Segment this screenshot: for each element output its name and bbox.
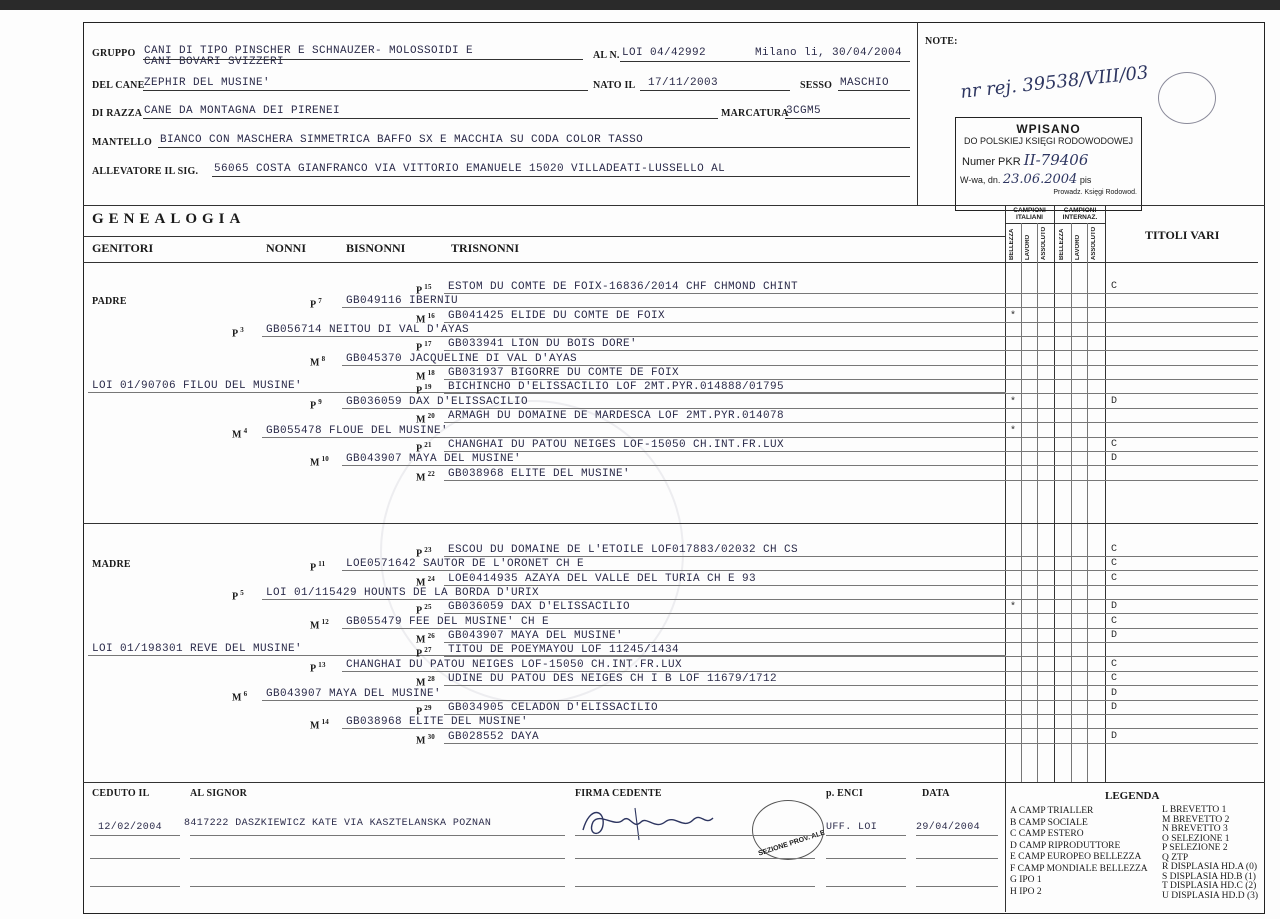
- breeder-value: 56065 COSTA GIANFRANCO VIA VITTORIO EMANUELE 15020 VILLADEATI-LUSSELLO AL: [214, 163, 726, 175]
- gruppo-value: CANI DI TIPO PINSCHER E SCHNAUZER- MOLOSSOIDI E: [144, 45, 474, 57]
- stamp-line2: DO POLSKIEJ KSIĘGI RODOWODOWEJ: [963, 136, 1134, 146]
- legenda-right: [1162, 806, 1258, 901]
- subcol-4: LAVORO: [1075, 234, 1081, 260]
- row-tag: M $^{14}$: [310, 718, 329, 732]
- row-tag: P $^9$: [310, 397, 322, 412]
- row-tag: P $^{13}$: [310, 660, 326, 675]
- row-rule: [342, 408, 1258, 409]
- legend-item: R DISPLASIA HD.A (0): [1162, 862, 1258, 872]
- genealogia-title: GENEALOGIA: [92, 211, 246, 227]
- stamp-numer-label: Numer PKR: [962, 156, 1021, 168]
- row-rule: [342, 365, 1258, 366]
- row-rule: [444, 451, 1258, 452]
- row-tag: P $^7$: [310, 297, 322, 311]
- titoli-mark: D: [1111, 687, 1118, 699]
- p-enci-label: p. ENCI: [826, 788, 863, 799]
- stamp-date-value: 23.06.2004: [1002, 172, 1078, 187]
- row-rule: [444, 642, 1258, 643]
- titoli-mark: D: [1111, 630, 1118, 642]
- titoli-mark: D: [1111, 601, 1118, 613]
- campione-mark: *: [1010, 425, 1017, 437]
- birth-date: 17/11/2003: [648, 77, 719, 89]
- row-tag: M $^{16}$: [416, 311, 435, 326]
- ancestor-entry: ESCOU DU DOMAINE DE L'ETOILE LOF017883/02032 CH CS: [448, 544, 799, 556]
- ancestor-entry: CHANGHAI DU PATOU NEIGES LOF-15050 CH.INT.FR.LUX: [346, 658, 683, 671]
- madre-label: MADRE: [92, 559, 131, 570]
- place-date: Milano li, 30/04/2004: [755, 47, 903, 59]
- titoli-mark: C: [1111, 658, 1118, 670]
- subcol-5: ASSOLUTO: [1091, 226, 1097, 260]
- row-tag: M $^4$: [232, 426, 248, 440]
- note-divider: [917, 22, 918, 205]
- row-tag: M $^{18}$: [416, 369, 435, 383]
- ancestor-entry: ESTOM DU COMTE DE FOIX-16836/2014 CHF CHMOND CHINT: [448, 281, 799, 293]
- row-rule: [342, 671, 1258, 672]
- legend-item: U DISPLASIA HD.D (3): [1162, 890, 1259, 901]
- signature-icon: [575, 800, 735, 845]
- row-rule: [444, 322, 1258, 323]
- ancestor-entry: GB036059 DAX D'ELISSACILIO: [346, 395, 529, 408]
- titoli-mark: C: [1111, 572, 1118, 584]
- legend-item: A CAMP TRIALLER: [1010, 806, 1094, 816]
- campione-mark: *: [1010, 602, 1017, 614]
- col-titoli: TITOLI VARI: [1145, 228, 1220, 242]
- legend-item: L BREVETTO 1: [1162, 805, 1227, 815]
- ancestor-entry: GB049116 IBERNIU: [346, 295, 459, 308]
- p-enci-value: UFF. LOI: [826, 822, 878, 833]
- row-rule: [342, 628, 1258, 629]
- al-n-label: AL N.: [593, 50, 620, 61]
- row-rule: [342, 465, 1258, 466]
- row-tag: P $^{11}$: [310, 560, 326, 574]
- row-tag: P $^{15}$: [416, 283, 432, 297]
- al-n-value: LOI 04/42992: [622, 47, 707, 59]
- row-tag: P $^5$: [232, 589, 244, 603]
- campioni-internaz: CAMPIONI INTERNAZ.: [1062, 207, 1098, 221]
- pkr-registration-stamp: [955, 117, 1142, 211]
- titoli-mark: D: [1111, 395, 1118, 407]
- note-handwritten: nr rej. 39538/VIII/03: [959, 62, 1150, 103]
- titoli-mark: C: [1111, 558, 1118, 570]
- row-tag: P $^{27}$: [416, 646, 432, 660]
- madre-name: LOI 01/198301 REVE DEL MUSINE': [92, 643, 303, 655]
- row-tag: P $^{23}$: [416, 546, 432, 560]
- col-bisnonni: BISNONNI: [346, 241, 406, 255]
- ancestor-entry: GB034905 CELADON D'ELISSACILIO: [448, 701, 659, 714]
- breed-value: CANE DA MONTAGNA DEI PIRENEI: [144, 105, 341, 117]
- titoli-mark: C: [1111, 673, 1118, 685]
- ancestor-entry: LOE0571642 SAUTOR DE L'ORONET CH E: [346, 558, 585, 571]
- titoli-mark: C: [1111, 281, 1118, 292]
- legend-item: Q ZTP: [1162, 852, 1189, 863]
- row-rule: [444, 743, 1258, 744]
- titoli-mark: C: [1111, 615, 1118, 627]
- ancestor-entry: GB056714 NEITOU DI VAL D'AYAS: [266, 324, 470, 337]
- mantello-label: MANTELLO: [92, 137, 152, 148]
- ancestor-entry: LOE0414935 AZAYA DEL VALLE DEL TURIA CH E 93: [448, 572, 757, 585]
- ancestor-entry: LOI 01/115429 HOUNTS DE LA BORDA D'URIX: [266, 587, 540, 600]
- subcol-3: BELLEZZA: [1059, 228, 1065, 260]
- row-tag: P $^{19}$: [416, 383, 432, 397]
- scan-top-edge: [0, 0, 1280, 10]
- dog-name: ZEPHIR DEL MUSINE': [144, 77, 271, 89]
- ancestor-entry: GB055479 FEE DEL MUSINE' CH E: [346, 615, 550, 628]
- ancestor-entry: BICHINCHO D'ELISSACILIO LOF 2MT.PYR.014888/01795: [448, 381, 785, 394]
- legend-item: C CAMP ESTERO: [1010, 829, 1084, 839]
- ancestor-entry: GB038968 ELITE DEL MUSINE': [346, 716, 529, 729]
- row-tag: P $^3$: [232, 326, 244, 340]
- nato-label: NATO IL: [593, 80, 636, 91]
- legend-item: O SELEZIONE 1: [1162, 833, 1230, 844]
- legenda-left: [1010, 806, 1148, 898]
- row-rule: [262, 437, 1258, 438]
- gruppo-label: GRUPPO: [92, 48, 136, 59]
- data-value: 29/04/2004: [916, 822, 981, 833]
- row-tag: M $^6$: [232, 689, 248, 703]
- campioni-italiani: CAMPIONI ITALIANI: [1013, 207, 1046, 221]
- ancestor-entry: TITOU DE POEYMAYOU LOF 11245/1434: [448, 644, 680, 657]
- ancestor-entry: GB033941 LION DU BOIS DORE': [448, 338, 638, 351]
- note-label: NOTE:: [925, 36, 958, 47]
- row-tag: M $^{10}$: [310, 455, 329, 469]
- row-tag: P $^{17}$: [416, 340, 432, 354]
- ancestor-entry: GB038968 ELITE DEL MUSINE': [448, 467, 631, 480]
- campione-mark: *: [1010, 396, 1017, 408]
- row-tag: P $^{29}$: [416, 703, 432, 718]
- row-rule: [342, 307, 1258, 308]
- row-tag: P $^{21}$: [416, 440, 432, 455]
- stamp-footer: Prowadz. Księgi Rodowod.: [1053, 189, 1137, 196]
- row-rule: [342, 728, 1258, 729]
- stamp-date-prefix: W-wa, dn.: [960, 175, 1001, 185]
- gruppo-value-2: CANI BOVARI SVIZZERI: [144, 56, 285, 68]
- subcol-2: ASSOLUTO: [1041, 226, 1047, 260]
- ceduto-value: 12/02/2004: [98, 822, 163, 833]
- row-tag: M $^{30}$: [416, 732, 435, 746]
- padre-name: LOI 01/90706 FILOU DEL MUSINE': [92, 380, 303, 392]
- row-rule: [444, 480, 1258, 481]
- legend-item: P SELEZIONE 2: [1162, 843, 1228, 853]
- row-rule: [444, 422, 1258, 423]
- col-nonni: NONNI: [266, 241, 307, 255]
- coat-value: BIANCO CON MASCHERA SIMMETRICA BAFFO SX E MACCHIA SU CODA COLOR TASSO: [160, 134, 644, 146]
- row-rule: [444, 585, 1258, 586]
- ancestor-entry: GB031937 BIGORRE DU COMTE DE FOIX: [448, 367, 680, 380]
- allevatore-label: ALLEVATORE IL SIG.: [92, 166, 199, 177]
- marcatura-value: 3CGM5: [786, 105, 822, 117]
- row-rule: [444, 556, 1258, 557]
- row-tag: M $^{12}$: [310, 617, 329, 632]
- row-tag: P $^{25}$: [416, 603, 432, 617]
- firma-label: FIRMA CEDENTE: [575, 788, 662, 799]
- legend-item: G IPO 1: [1010, 875, 1042, 885]
- titoli-mark: C: [1111, 544, 1118, 555]
- legend-item: E CAMP EUROPEO BELLEZZA: [1010, 852, 1142, 862]
- sex-value: MASCHIO: [840, 77, 890, 89]
- al-signor-value: 8417222 DASZKIEWICZ KATE VIA KASZTELANSKA POZNAN: [184, 818, 492, 829]
- ancestor-entry: GB028552 DAYA: [448, 730, 540, 743]
- ceduto-label: CEDUTO IL: [92, 788, 150, 799]
- row-tag: M $^{20}$: [416, 412, 435, 426]
- seal-text: SEZIONE PROV. ALE: [757, 829, 826, 858]
- legend-item: F CAMP MONDIALE BELLEZZA: [1010, 863, 1148, 874]
- stamp-date-suffix: pis: [1079, 175, 1092, 185]
- sesso-label: SESSO: [800, 80, 833, 91]
- ancestor-entry: GB043907 MAYA DEL MUSINE': [266, 687, 442, 700]
- row-rule: [444, 714, 1258, 715]
- data-label: DATA: [922, 788, 950, 799]
- row-rule: [444, 393, 1258, 394]
- ancestor-entry: ARMAGH DU DOMAINE DE MARDESCA LOF 2MT.PYR.014078: [448, 410, 785, 423]
- row-rule: [342, 570, 1258, 571]
- row-rule: [444, 656, 1258, 657]
- legend-item: S DISPLASIA HD.B (1): [1162, 871, 1256, 882]
- ancestor-entry: UDINE DU PATOU DES NEIGES CH I B LOF 11679/1712: [448, 673, 778, 686]
- row-tag: M $^{22}$: [416, 469, 435, 483]
- row-tag: M $^{26}$: [416, 632, 435, 646]
- legenda-title: LEGENDA: [1105, 790, 1160, 802]
- ancestor-entry: GB043907 MAYA DEL MUSINE': [448, 630, 624, 643]
- legend-item: M BREVETTO 2: [1162, 814, 1230, 825]
- titoli-mark: D: [1111, 701, 1118, 713]
- ancestor-entry: GB043907 MAYA DEL MUSINE': [346, 453, 522, 466]
- ancestor-entry: CHANGHAI DU PATOU NEIGES LOF-15050 CH.INT.FR.LUX: [448, 438, 785, 451]
- marcatura-label: MARCATURA: [721, 108, 789, 119]
- campione-mark: *: [1010, 310, 1017, 322]
- padre-label: PADRE: [92, 296, 127, 307]
- row-rule: [262, 599, 1258, 600]
- legend-item: D CAMP RIPRODUTTORE: [1010, 840, 1121, 851]
- row-rule: [444, 613, 1258, 614]
- col-genitori: GENITORI: [92, 241, 154, 255]
- stamp-line1: WPISANO: [1016, 122, 1081, 136]
- titoli-mark: D: [1111, 453, 1118, 465]
- round-stamp-icon: [1158, 72, 1216, 124]
- ancestor-entry: GB045370 JACQUELINE DI VAL D'AYAS: [346, 352, 578, 365]
- row-tag: M $^{24}$: [416, 574, 435, 589]
- del-cane-label: DEL CANE: [92, 80, 145, 91]
- stamp-numer-value: II-79406: [1023, 151, 1089, 169]
- row-rule: [444, 379, 1258, 380]
- subcol-0: BELLEZZA: [1009, 228, 1015, 260]
- row-rule: [444, 293, 1258, 294]
- titoli-mark: D: [1111, 730, 1118, 742]
- al-signor-label: AL SIGNOR: [190, 788, 248, 799]
- row-tag: M $^8$: [310, 354, 326, 369]
- row-rule: [444, 350, 1258, 351]
- col-trisnonni: TRISNONNI: [451, 241, 520, 255]
- row-rule: [262, 336, 1258, 337]
- legend-item: T DISPLASIA HD.C (2): [1162, 881, 1257, 891]
- ancestor-entry: GB036059 DAX D'ELISSACILIO: [448, 601, 631, 614]
- subcol-1: LAVORO: [1025, 234, 1031, 260]
- titoli-mark: C: [1111, 438, 1118, 450]
- legend-item: H IPO 2: [1010, 886, 1042, 897]
- row-rule: [262, 700, 1258, 701]
- row-rule: [444, 685, 1258, 686]
- row-tag: M $^{28}$: [416, 675, 435, 689]
- ancestor-entry: GB055478 FLOUE DEL MUSINE': [266, 424, 449, 437]
- legend-item: N BREVETTO 3: [1162, 824, 1228, 834]
- razza-label: DI RAZZA: [92, 108, 143, 119]
- ancestor-entry: GB041425 ELIDE DU COMTE DE FOIX: [448, 309, 666, 322]
- legend-item: B CAMP SOCIALE: [1010, 817, 1088, 828]
